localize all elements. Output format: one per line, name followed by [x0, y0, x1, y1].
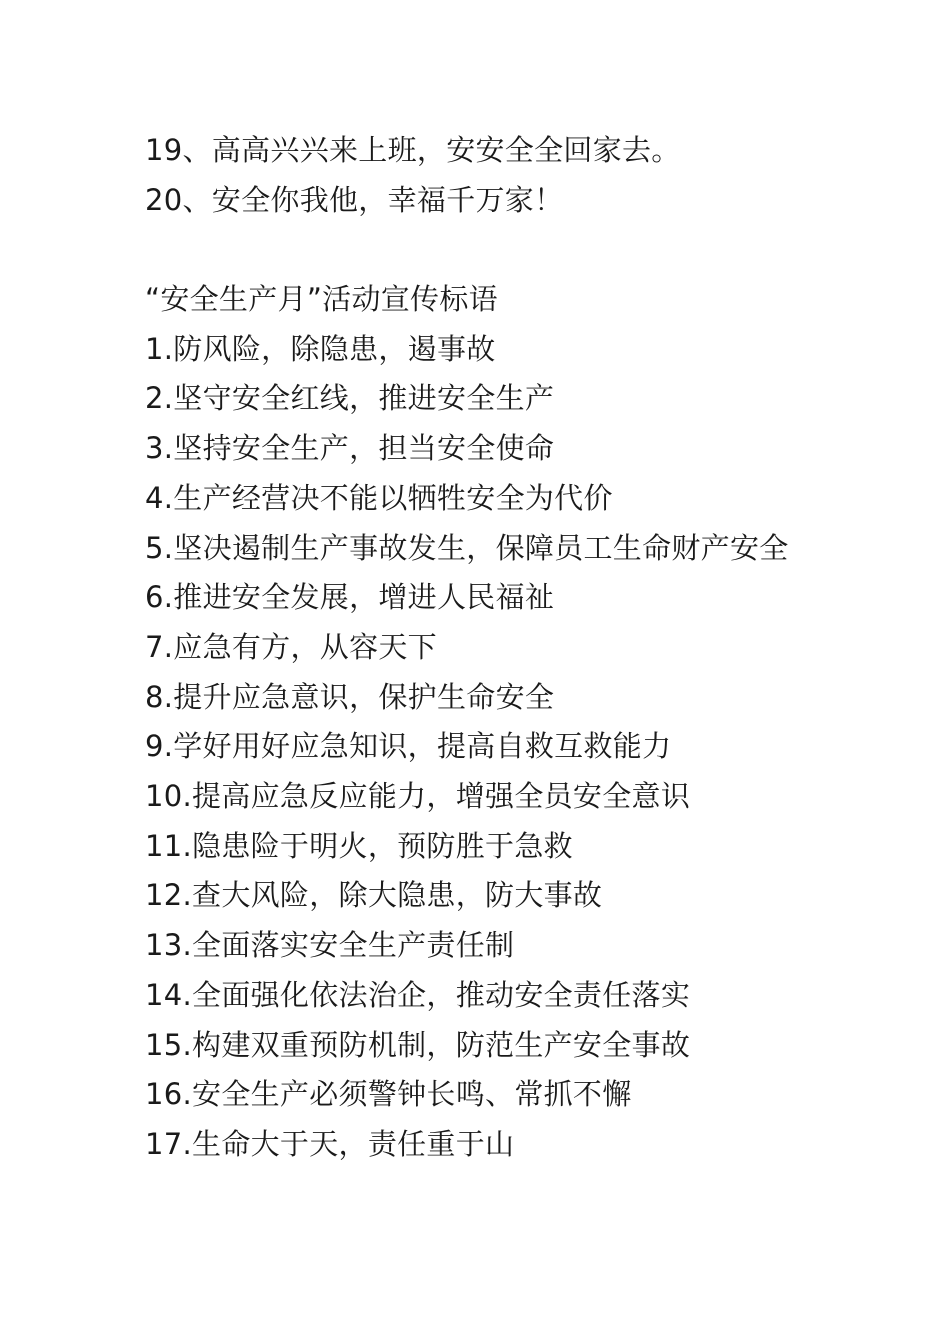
- safety-month-slogans-block: [145, 275, 825, 1170]
- slogan-line: 9.学好用好应急知识，提高自救互救能力: [145, 729, 672, 764]
- slogan-line: 8.提升应急意识，保护生命安全: [145, 679, 555, 714]
- slogan-line: 12.查大风险，除大隐患，防大事故: [145, 878, 603, 913]
- slogan-line: 11.隐患险于明火，预防胜于急救: [145, 828, 573, 863]
- slogan-line: 14.全面强化依法治企，推动安全责任落实: [145, 977, 691, 1012]
- slogan-line: 2.坚守安全红线，推进安全生产: [145, 381, 555, 416]
- slogan-line: 10.提高应急反应能力，增强全员安全意识: [145, 779, 691, 814]
- slogan-line: 4.生产经营决不能以牺牲安全为代价: [145, 480, 613, 515]
- slogan-line: 16.安全生产必须警钟长鸣、常抓不懈: [145, 1077, 632, 1112]
- slogan-line: 17.生命大于天，责任重于山: [145, 1126, 515, 1161]
- slogan-line: 6.推进安全发展，增进人民福祉: [145, 580, 555, 615]
- previous-slogans-block: [145, 126, 825, 225]
- slogan-line: 19、高高兴兴来上班，安安全全回家去。: [145, 133, 681, 167]
- slogan-line: 3.坚持安全生产，担当安全使命: [145, 431, 555, 466]
- section-title: “安全生产月”活动宣传标语: [145, 282, 498, 316]
- slogan-line: 7.应急有方，从容天下: [145, 629, 437, 664]
- slogan-line: 20、安全你我他，幸福千万家！: [145, 182, 564, 217]
- slogan-line: 5.坚决遏制生产事故发生，保障员工生命财产安全: [145, 530, 789, 565]
- slogan-line: 15.构建双重预防机制，防范生产安全事故: [145, 1027, 691, 1062]
- slogan-line: 13.全面落实安全生产责任制: [145, 928, 515, 963]
- slogan-line: 1.防风险，除隐患，遏事故: [145, 331, 496, 366]
